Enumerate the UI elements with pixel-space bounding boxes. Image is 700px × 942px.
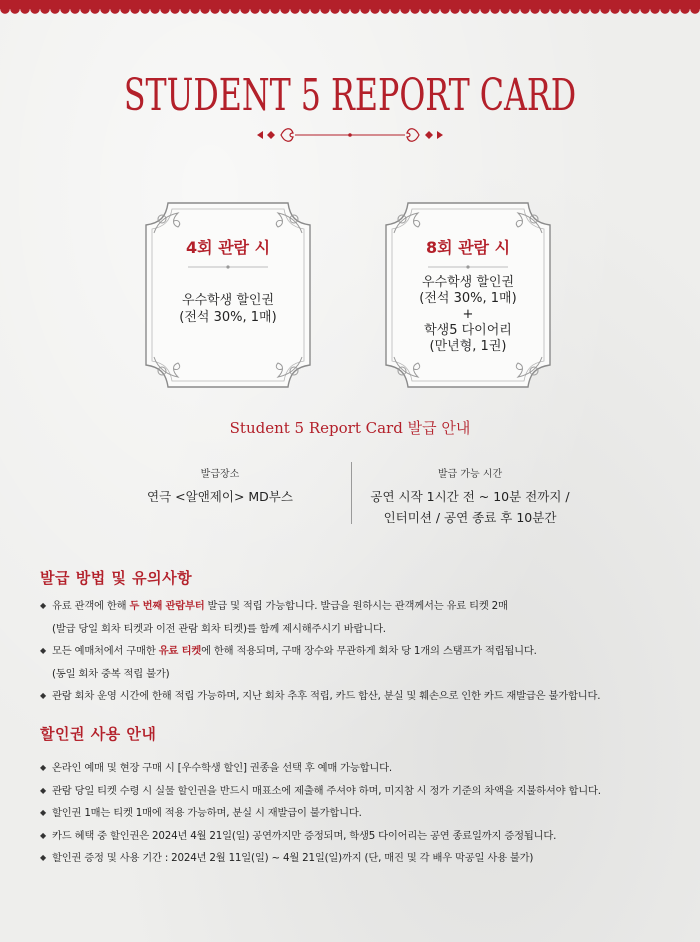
diamond-bullet-icon: ◆ <box>40 785 46 795</box>
usage-list <box>40 757 680 870</box>
reward-card-8 <box>378 195 558 395</box>
issue-place-value: 연극 <알앤제이> MD부스 <box>147 489 293 504</box>
issue-place-label: 발급장소 <box>200 469 240 480</box>
issue-time <box>360 465 580 528</box>
card-title: 4회 관람 시 <box>185 238 271 257</box>
card-line: 학생5 다이어리 <box>424 323 512 338</box>
usage-heading: 할인권 사용 안내 <box>40 725 157 743</box>
list-item: ◆ 할인권 증정 및 사용 기간 : 2024년 2월 11일(일) ~ 4월 21일(일)까지 (단, 매진 및 각 배우 막공일 사용 불가) <box>40 847 680 870</box>
list-item: ◆ 온라인 예매 및 현장 구매 시 [우수학생 할인] 권종을 선택 후 예매 가능합니다. <box>40 757 680 780</box>
card-divider <box>428 265 508 269</box>
issue-time-line: 공연 시작 1시간 전 ~ 10분 전까지 / <box>370 489 570 504</box>
diamond-bullet-icon: ◆ <box>40 853 46 862</box>
page-title: STUDENT 5 REPORT CARD <box>123 70 577 121</box>
highlight-text: 두 번째 관람부터 <box>129 600 205 612</box>
top-lace-border <box>0 0 700 20</box>
issue-time-value <box>360 486 580 528</box>
diamond-bullet-icon: ◆ <box>40 691 46 700</box>
diamond-bullet-icon: ◆ <box>40 763 46 772</box>
list-item: ◆ 유료 관객에 한해 두 번째 관람부터 발급 및 적립 가능합니다. 발급을 원하시는 관객께서는 유료 티켓 2매 <box>40 595 680 618</box>
info-divider <box>351 462 352 524</box>
issue-time-label: 발급 가능 시간 <box>437 469 503 480</box>
card-title: 8회 관람 시 <box>425 238 511 257</box>
list-item: ◆ 관람 회차 운영 시간에 한해 적립 가능하며, 지난 회차 추후 적립, 카드 합산, 분실 및 훼손으로 인한 카드 재발급은 불가합니다. <box>40 685 680 708</box>
reward-card-4 <box>138 195 318 395</box>
list-item: ◆ 할인권 1매는 티켓 1매에 적용 가능하며, 분실 시 재발급이 불가합니다. <box>40 802 680 825</box>
list-item-continuation: (동일 회차 중복 적립 불가) <box>52 667 170 680</box>
method-list <box>40 595 680 708</box>
card-benefit <box>378 275 558 355</box>
card-divider <box>188 265 268 269</box>
card-line: (전석 30%, 1매) <box>419 291 517 306</box>
diamond-bullet-icon: ◆ <box>40 646 46 655</box>
issue-section-title: Student 5 Report Card 발급 안내 <box>229 419 471 437</box>
list-item: ◆ 관람 당일 티켓 수령 시 실물 할인권을 반드시 매표소에 제출해 주셔야 하며, 미지참 시 정가 기준의 차액을 지불하셔야 합니다. <box>40 780 680 803</box>
card-line: 우수학생 할인권 <box>421 275 515 290</box>
diamond-bullet-icon: ◆ <box>40 601 46 610</box>
list-item-continuation: (발급 당일 회차 티켓과 이전 관람 회차 티켓)를 함께 제시해주시기 바랍니다. <box>52 622 386 635</box>
card-benefit <box>138 292 318 326</box>
card-line: + <box>462 307 474 322</box>
diamond-bullet-icon: ◆ <box>40 808 46 817</box>
method-heading: 발급 방법 및 유의사항 <box>40 569 193 587</box>
card-line: (전석 30%, 1매) <box>179 310 277 325</box>
diamond-bullet-icon: ◆ <box>40 830 46 840</box>
card-line: 우수학생 할인권 <box>181 293 275 308</box>
card-line: (만년형, 1권) <box>429 339 507 354</box>
list-item: ◆ 모든 예매처에서 구매한 유료 티켓에 한해 적용되며, 구매 장수와 무관하게 회차 당 1개의 스탬프가 적립됩니다. <box>40 640 680 663</box>
issue-time-line: 인터미션 / 공연 종료 후 10분간 <box>383 510 557 525</box>
issue-place <box>120 465 320 507</box>
list-item: ◆ 카드 혜택 중 할인권은 2024년 4월 21일(일) 공연까지만 증정되며, 학생5 다이어리는 공연 종료일까지 증정됩니다. <box>40 825 680 848</box>
highlight-text: 유료 티켓 <box>158 645 202 657</box>
title-ornament-divider <box>255 125 445 145</box>
